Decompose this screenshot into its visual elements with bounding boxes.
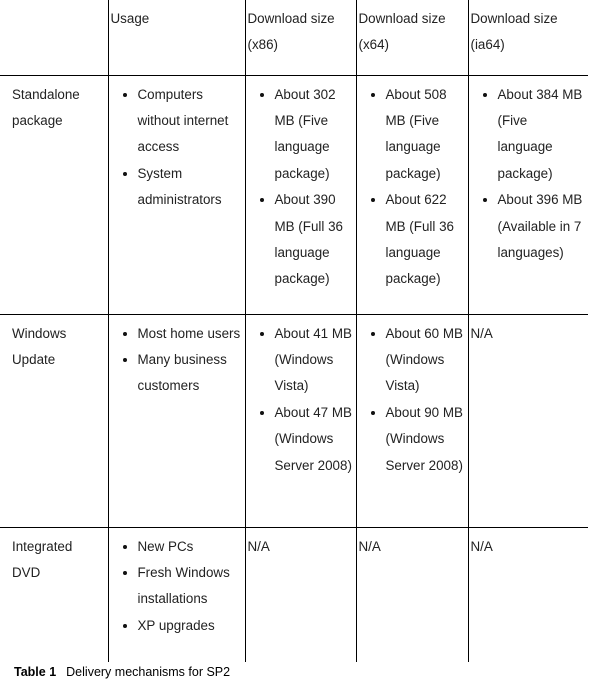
list-item: About 302 MB (Five language package) bbox=[248, 82, 354, 188]
header-usage-label: Usage bbox=[110, 11, 150, 26]
ia64-size-list bbox=[471, 82, 587, 267]
usage-cell bbox=[108, 527, 245, 662]
list-item: System administrators bbox=[111, 161, 243, 214]
header-x64-line2: (x64) bbox=[358, 37, 390, 53]
x86-size-cell bbox=[245, 314, 356, 527]
table-caption bbox=[14, 663, 230, 681]
not-applicable-text: N/A bbox=[470, 325, 493, 341]
header-usage bbox=[108, 0, 245, 75]
list-item: Fresh Windows installations bbox=[111, 560, 243, 613]
list-item: About 396 MB (Available in 7 languages) bbox=[471, 187, 587, 266]
header-x86-line2: (x86) bbox=[247, 37, 279, 53]
header-x86-line1: Download size bbox=[247, 11, 335, 26]
usage-list bbox=[111, 82, 243, 214]
row-label-cell bbox=[0, 527, 108, 662]
list-item: About 384 MB (Five language package) bbox=[471, 82, 587, 188]
list-item: About 390 MB (Full 36 language package) bbox=[248, 187, 354, 293]
list-item: About 47 MB (Windows Server 2008) bbox=[248, 400, 354, 479]
x64-size-cell bbox=[356, 527, 468, 662]
table-row-standalone-package bbox=[0, 75, 588, 314]
table-caption-text: Delivery mechanisms for SP2 bbox=[66, 665, 231, 679]
list-item: About 90 MB (Windows Server 2008) bbox=[359, 400, 466, 479]
x64-size-list bbox=[359, 321, 466, 479]
x86-size-list bbox=[248, 321, 354, 479]
list-item: About 622 MB (Full 36 language package) bbox=[359, 187, 466, 293]
usage-list bbox=[111, 321, 243, 400]
x64-size-list bbox=[359, 82, 466, 293]
table-row-integrated-dvd bbox=[0, 527, 588, 662]
usage-cell bbox=[108, 314, 245, 527]
list-item: Most home users bbox=[111, 321, 243, 347]
x64-size-cell bbox=[356, 75, 468, 314]
header-x64 bbox=[356, 0, 468, 75]
row-label-cell bbox=[0, 314, 108, 527]
usage-cell bbox=[108, 75, 245, 314]
table-caption-label: Table 1 bbox=[14, 665, 57, 679]
row-label-line: Windows bbox=[12, 325, 67, 341]
not-applicable-text: N/A bbox=[358, 538, 381, 554]
header-x64-line1: Download size bbox=[358, 11, 446, 26]
list-item: XP upgrades bbox=[111, 613, 243, 639]
row-label-line: package bbox=[12, 112, 63, 128]
x86-size-list bbox=[248, 82, 354, 293]
x86-size-cell bbox=[245, 75, 356, 314]
not-applicable-text: N/A bbox=[470, 538, 493, 554]
list-item: About 41 MB (Windows Vista) bbox=[248, 321, 354, 400]
x86-size-cell bbox=[245, 527, 356, 662]
not-applicable-text: N/A bbox=[247, 538, 270, 554]
header-empty-cell bbox=[0, 0, 108, 75]
ia64-size-cell bbox=[468, 75, 588, 314]
list-item: Computers without internet access bbox=[111, 82, 243, 161]
table-row-windows-update bbox=[0, 314, 588, 527]
list-item: About 60 MB (Windows Vista) bbox=[359, 321, 466, 400]
row-label-line: Integrated bbox=[12, 538, 73, 554]
ia64-size-cell bbox=[468, 527, 588, 662]
ia64-size-cell bbox=[468, 314, 588, 527]
list-item: About 508 MB (Five language package) bbox=[359, 82, 466, 188]
list-item: New PCs bbox=[111, 534, 243, 560]
row-label-cell bbox=[0, 75, 108, 314]
x64-size-cell bbox=[356, 314, 468, 527]
header-ia64-line1: Download size bbox=[470, 11, 558, 26]
list-item: Many business customers bbox=[111, 347, 243, 400]
row-label-line: DVD bbox=[12, 564, 41, 580]
row-label-line: Update bbox=[12, 351, 56, 367]
table-header-row bbox=[0, 0, 588, 75]
header-x86 bbox=[245, 0, 356, 75]
header-ia64-line2: (ia64) bbox=[470, 37, 505, 53]
usage-list bbox=[111, 534, 243, 640]
header-ia64 bbox=[468, 0, 588, 75]
row-label-line: Standalone bbox=[12, 86, 80, 102]
